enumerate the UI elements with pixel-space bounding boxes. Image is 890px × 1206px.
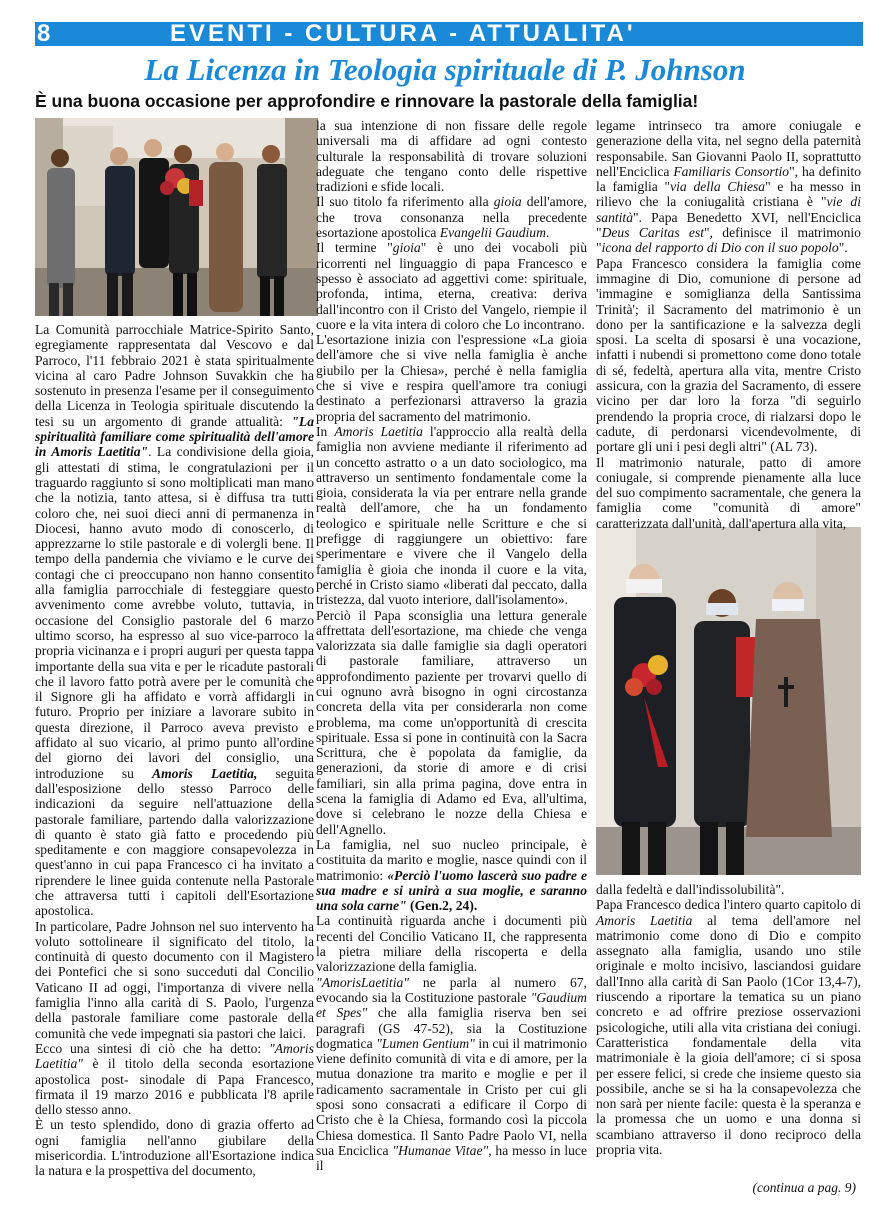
article-title: La Licenza in Teologia spirituale di P. Johnson <box>144 52 746 87</box>
column-1 <box>35 322 314 1179</box>
column-3-top <box>596 118 861 531</box>
paragraph: L'esortazione inizia con l'espressione «La gioia dell'amore che si vive nella famiglia è anche giubilo per la Chiesa», perché è nella famiglia che si vive e respira quell'amore tra coniugi destinato a perfezionarsi attraverso la grazia propria del sacramento del matrimonio. <box>316 332 587 424</box>
paragraph: dalla fedeltà e dall'indissolubilità". <box>596 882 785 897</box>
page-number: 8 <box>37 20 52 47</box>
paragraph: In Amoris Laetitia l'approccio alla realtà della famiglia non avviene mediante il riferimento ad un concetto astratto o a un dato sociologico, ma attraverso un sentimento fondamentale come la gioia, considerata la via per entrare nella grande realtà dell'amore, che ha un fondamento teologico e spirituale nelle Scritture e che si prefigge di raggiungere un obiettivo: fare sperimentare e vivere che il Vangelo della famiglia è gioia che inonda il cuore e la vita, perché in Cristo siamo «liberati dal peccato, dalla tristezza, dal vuoto interiore, dall'isolamento». <box>316 423 587 608</box>
section-title: EVENTI - CULTURA - ATTUALITA' <box>170 20 636 47</box>
continued-note: (continua a pag. 9) <box>752 1180 856 1195</box>
paragraph: legame intrinseco tra amore coniugale e generazione della vita, nel segno della paternità responsabile. San Giovanni Paolo II, soprattutto nell'Enciclica Familiaris Consortio", ha definito la famiglia "via della Chiesa" e ha messo in rilievo che la coniugalità cristiana è "vie di santità". Papa Benedetto XVI, nell'Enciclica "Deus Caritas est", definisce il matrimonio "icona del rapporto di Dio con il suo popolo". <box>596 118 862 256</box>
paragraph: È un testo splendido, dono di grazia offerto ad ogni famiglia nell'anno giubilare della misericordia. L'introduzione all'Esortazione indica la natura e la prospettiva del documento, <box>35 1117 314 1179</box>
paragraph: Papa Francesco dedica l'intero quarto capitolo di Amoris Laetitia al tema dell'amore nel matrimonio come dono di Dio e compito assegnato alla famiglia, usando uno stile originale e molto incisivo, lasciandosi guidare dall'Inno alla carità di San Paolo (1Cor 13,4-7), riuscendo a riportare la tematica su un piano concreto e ad offrire preziose osservazioni psicologiche, utili alla vita cristiana dei coniugi. Caratteristica fondamentale della vita matrimoniale è la gioia dell'amore; ci si sposa per essere felici, si crede che insieme questo sia possibile, anche se si ha la consapevolezza che non sarà per niente facile: questa è la speranza e la promessa che un uomo e una donna si scambiano attraverso il dono reciproco della propria vita. <box>596 897 861 1158</box>
portrait-photo <box>596 527 861 875</box>
column-3-bottom <box>596 882 861 1157</box>
paragraph: la sua intenzione di non fissare delle regole universali ma di affidare ad ogni contesto culturale la responsabilità di trovare soluzioni adeguate che tengano conto delle rispettive tradizioni e sfide locali. <box>316 118 587 195</box>
column-2 <box>316 118 587 1173</box>
article-subtitle: È una buona occasione per approfondire e rinnovare la pastorale della famiglia! <box>35 91 699 111</box>
paragraph: In particolare, Padre Johnson nel suo intervento ha voluto sottolineare il significato del titolo, la continuità di questo documento con il Magistero dei Pontefici che si sono succeduti dal Concilio Vaticano II ad oggi, l'importanza di vivere nella famiglia l'inno alla carità di S. Paolo, l'urgenza della pastorale familiare come pastorale della comunità che vede impegnati sia pastori che laici. <box>35 918 314 1041</box>
paragraph: "AmorisLaetitia" ne parla al numero 67, evocando sia la Costituzione pastorale "Gaudium et Spes" che alla famiglia riserva ben sei paragrafi (GS 47-52), sia la Costituzione dogmatica "Lumen Gentium" in cui il matrimonio viene definito comunità di vita e di amore, per la mutua donazione tra marito e moglie e per il radicamento sacramentale in Cristo per cui gli sposi sono consacrati a edificare il Corpo di Cristo che è la Chiesa, formando così la piccola Chiesa domestica. Il Santo Padre Paolo VI, nella sua Enciclica "Humanae Vitae", ha messo in luce il <box>316 974 587 1174</box>
paragraph: Il termine "gioia" è uno dei vocaboli più ricorrenti nel linguaggio di papa Francesco e spesso è associato ad aggettivi come: spirituale, profonda, intima, eterna, creativa: deriva dall'incontro con il Cristo del Vangelo, riempie il cuore e la vita intera di coloro che Lo incontrano. <box>316 240 587 332</box>
paragraph: Ecco una sintesi di ciò che ha detto: "Amoris Laetitia" è il titolo della seconda esortazione apostolica post- sinodale di Papa Francesco, firmata il 19 marzo 2016 e pubblicata l'8 aprile dello stesso anno. <box>35 1040 314 1118</box>
paragraph: La continuità riguarda anche i documenti più recenti del Concilio Vaticano II, che rappresenta la pietra miliare della riscoperta e della valorizzazione della famiglia. <box>316 913 587 975</box>
paragraph: Il suo titolo fa riferimento alla gioia dell'amore, che trova consonanza nella precedente esortazione apostolica Evangelii Gaudium. <box>316 194 587 241</box>
paragraph: Papa Francesco considera la famiglia come immagine di Dio, comunione di persone ad 'immagine e somiglianza della Santissima Trinità'; il Sacramento del matrimonio è un dono per la santificazione e la salvezza degli sposi. La scelta di sposarsi è una vocazione, infatti i nubendi si promettono come dono totale di sé, fedeltà, apertura alla vita, mentre Cristo assicura, con la grazia del Sacramento, di essere vicino per dar loro la forza "di seguirlo prendendo la propria croce, di rialzarsi dopo le cadute, di perdonarsi vicendevolmente, di portare gli uni i pesi degli altri" (AL 73). <box>596 255 861 455</box>
paragraph: La Comunità parrocchiale Matrice-Spirito Santo, egregiamente rappresentata dal Vescovo e dal Parroco, l'11 febbraio 2021 è stata spiritualmente vicina al caro Padre Johnson Suvakkin che ha sostenuto in presenza l'esame per il conseguimento della Licenza in Teologia spirituale discutendo la tesi su un argomento di grande attualità: "La spiritualità familiare come spiritualità dell'amore in Amoris Laetitia". La condivisione della gioia, gli attestati di stima, le congratulazioni per il traguardo raggiunto si sono moltiplicati man mano che la notizia, tanto attesa, si è diffusa tra tutti coloro che, nei suoi dieci anni di permanenza in Diocesi, hanno avuto modo di conoscerlo, di apprezzarne lo stile pastorale e di volergli bene. Il tempo della pandemia che viviamo e le curve dei contagi che ci preoccupano non hanno consentito alla famiglia parrocchiale di festeggiare questo avvenimento come avrebbe voluto, tuttavia, in occasione del Consiglio pastorale del 6 marzo ultimo scorso, ha espresso al suo vice-parroco la propria vicinanza e i propri auguri per questa tappa importante della sua vita e per le ricadute pastorali che il lavoro fatto potrà avere per le comunità che il Signore gli ha affidato e vorrà affidargli in futuro. Proprio per iniziare a lavorare subito in questa direzione, il Parroco aveva previsto e affidato al suo vicario, al primo punto all'ordine del giorno dei lavori del consiglio, una introduzione su Amoris Laetitia, seguita dall'esposizione dello stesso Parroco delle indicazioni da seguire nell'attuazione della pastorale familiare, partendo dalla valorizzazione di quanto è stato già fatto e procedendo più speditamente e con maggiore consapevolezza in quest'anno in cui papa Francesco ci ha invitato a riprendere le linee guida contenute nella Pastorale che attraversa tutti i capitoli dell'Esortazione apostolica. <box>35 322 315 919</box>
paragraph: La famiglia, nel suo nucleo principale, è costituita da marito e moglie, nasce quindi con il matrimonio: «Perciò l'uomo lascerà suo padre e sua madre e si unirà a sua moglie, e saranno una sola carne" (Gen.2, 24). <box>316 836 587 914</box>
paragraph: Perciò il Papa sconsiglia una lettura generale affrettata dell'esortazione, ma chiede che venga valorizzata sia dalle famiglie sia dagli operatori di pastorale familiare, attraverso un approfondimento paziente per trovarvi quello di cui ognuno avrà bisogno in ogni circostanza concreta della vita per considerarla non come problema, ma come un'opportunità di crescita spirituale. Essa si pone in continuità con la Sacra Scrittura, che è popolata da famiglie, da generazioni, da storie di amore e di crisi familiari, sin alla prima pagina, dove entra in scena la famiglia di Adamo ed Eva, all'ultima, dove si celebrano le nozze della Chiesa e dell'Agnello. <box>316 607 587 837</box>
group-photo <box>35 118 318 316</box>
paragraph: Il matrimonio naturale, patto di amore coniugale, si comprende pienamente alla luce del suo compimento sacramentale, che genera la famiglia come "comunità di amore" caratterizzata dall'unità, dall'apertura alla vita, <box>596 454 861 531</box>
